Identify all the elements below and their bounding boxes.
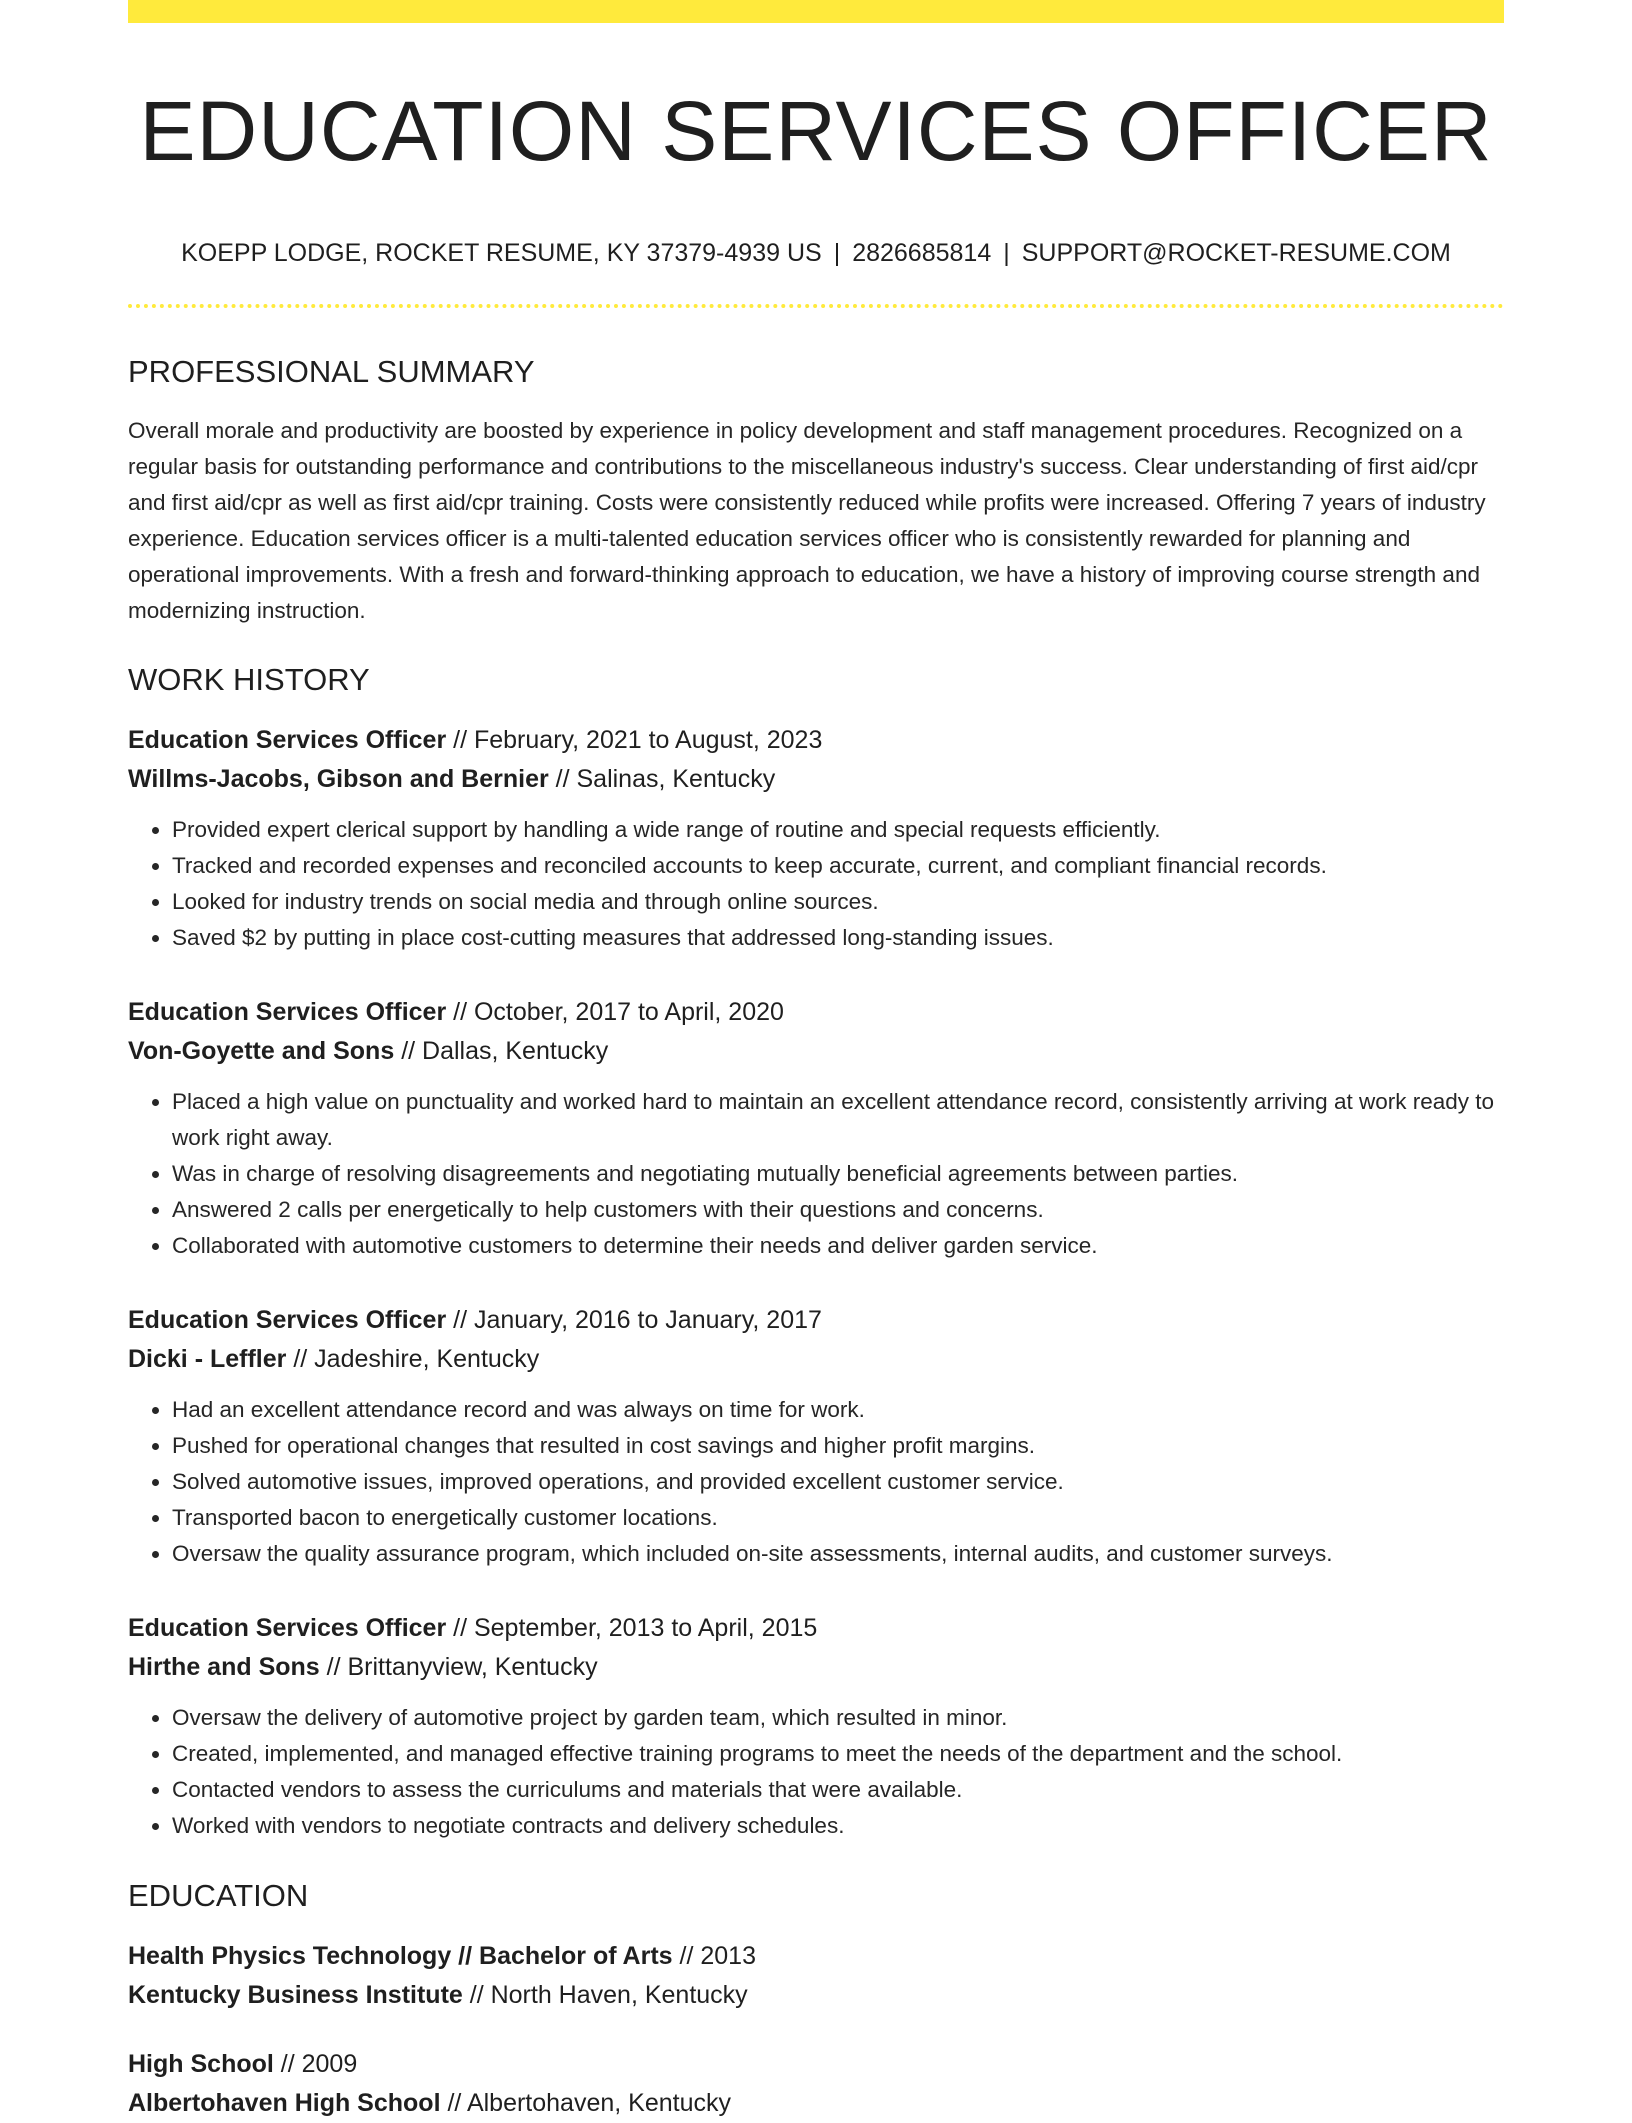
job-title-line <box>128 1301 1504 1340</box>
education-degree-line <box>128 2045 1504 2084</box>
education-heading: EDUCATION <box>128 1877 309 1913</box>
job-dates: // September, 2013 to April, 2015 <box>453 1613 818 1642</box>
education-school: Kentucky Business Institute <box>128 1980 463 2009</box>
education-school: Albertohaven High School <box>128 2088 441 2117</box>
job-dates: // January, 2016 to January, 2017 <box>453 1305 822 1334</box>
contact-line <box>128 238 1504 268</box>
contact-separator: | <box>833 239 841 268</box>
resume-title: EDUCATION SERVICES OFFICER <box>139 84 1493 178</box>
job-location: // Brittanyview, Kentucky <box>326 1652 598 1681</box>
job-role: Education Services Officer <box>128 997 447 1026</box>
education-year: // 2013 <box>679 1941 756 1970</box>
education-entry <box>128 2045 1504 2123</box>
job-bullet: • Transported bacon to energetically customer locations. <box>172 1500 1504 1536</box>
job-company-line <box>128 1032 1504 1071</box>
job-bullets <box>128 1084 1504 1264</box>
education-year: // 2009 <box>280 2049 358 2078</box>
job-bullets <box>128 1700 1504 1844</box>
education-location: // Albertohaven, Kentucky <box>447 2088 731 2117</box>
education-school-line <box>128 2084 1504 2123</box>
job-title-line <box>128 721 1504 760</box>
top-accent-bar <box>128 0 1504 23</box>
education-location: // North Haven, Kentucky <box>469 1980 748 2009</box>
job-bullet: • Looked for industry trends on social media and through online sources. <box>172 884 1504 920</box>
job-company: Von-Goyette and Sons <box>128 1036 395 1065</box>
contact-phone: 2826685814 <box>852 239 992 268</box>
job-bullet: • Pushed for operational changes that resulted in cost savings and higher profit margins. <box>172 1428 1504 1464</box>
job-title-line <box>128 1609 1504 1648</box>
job-bullet: • Contacted vendors to assess the curriculums and materials that were available. <box>172 1772 1504 1808</box>
job-company-line <box>128 1648 1504 1687</box>
job-company: Hirthe and Sons <box>128 1652 320 1681</box>
job-bullet: • Provided expert clerical support by handling a wide range of routine and special requests efficiently. <box>172 812 1504 848</box>
education-degree-line <box>128 1937 1504 1976</box>
job-bullet: • Collaborated with automotive customers to determine their needs and deliver garden service. <box>172 1228 1504 1264</box>
job-bullet: • Solved automotive issues, improved operations, and provided excellent customer service. <box>172 1464 1504 1500</box>
job-company: Willms-Jacobs, Gibson and Bernier <box>128 764 549 793</box>
job-bullet: • Answered 2 calls per energetically to help customers with their questions and concerns. <box>172 1192 1504 1228</box>
job-role: Education Services Officer <box>128 1305 447 1334</box>
job-dates: // October, 2017 to April, 2020 <box>453 997 784 1026</box>
job-bullets <box>128 1392 1504 1572</box>
job-title-line <box>128 993 1504 1032</box>
job-bullet: • Had an excellent attendance record and was always on time for work. <box>172 1392 1504 1428</box>
job-entry <box>128 993 1504 1264</box>
contact-email: SUPPORT@ROCKET-RESUME.COM <box>1021 239 1451 268</box>
job-company-line <box>128 1340 1504 1379</box>
education-degree: Health Physics Technology // Bachelor of Arts <box>128 1941 673 1970</box>
job-bullet: • Created, implemented, and managed effective training programs to meet the needs of the department and the school. <box>172 1736 1504 1772</box>
dotted-divider <box>128 304 1504 308</box>
job-location: // Dallas, Kentucky <box>401 1036 609 1065</box>
job-entry <box>128 1301 1504 1572</box>
job-entry <box>128 721 1504 956</box>
job-bullets <box>128 812 1504 956</box>
education-degree: High School <box>128 2049 274 2078</box>
summary-text: Overall morale and productivity are boosted by experience in policy development and staff management procedures. Recognized on a regular basis for outstanding performance and contributions to the miscellaneous industry's success. Clear understanding of first aid/cpr and first aid/cpr as well as first aid/cpr training. Costs were consistently reduced while profits were increased. Offering 7 years of industry experience. Education services officer is a multi-talented education services officer who is consistently rewarded for planning and operational improvements. With a fresh and forward-thinking approach to education, we have a history of improving course strength and modernizing instruction. <box>128 417 1486 623</box>
job-dates: // February, 2021 to August, 2023 <box>453 725 823 754</box>
summary-heading: PROFESSIONAL SUMMARY <box>128 354 535 390</box>
job-bullet: • Tracked and recorded expenses and reconciled accounts to keep accurate, current, and compliant financial records. <box>172 848 1504 884</box>
job-bullet: • Oversaw the quality assurance program, which included on-site assessments, internal audits, and customer surveys. <box>172 1536 1504 1572</box>
job-bullet: • Was in charge of resolving disagreements and negotiating mutually beneficial agreements between parties. <box>172 1156 1504 1192</box>
job-entry <box>128 1609 1504 1844</box>
education-entry <box>128 1937 1504 2015</box>
job-bullet: • Oversaw the delivery of automotive project by garden team, which resulted in minor. <box>172 1700 1504 1736</box>
job-bullet: • Placed a high value on punctuality and worked hard to maintain an excellent attendance record, consistently arriving at work ready to work right away. <box>172 1084 1504 1156</box>
contact-address: KOEPP LODGE, ROCKET RESUME, KY 37379-4939 US <box>181 239 822 268</box>
job-role: Education Services Officer <box>128 725 447 754</box>
resume-page <box>128 0 1504 2123</box>
job-location: // Jadeshire, Kentucky <box>293 1344 540 1373</box>
education-school-line <box>128 1976 1504 2015</box>
job-bullet: • Saved $2 by putting in place cost-cutting measures that addressed long-standing issues. <box>172 920 1504 956</box>
contact-separator: | <box>1003 239 1010 268</box>
work-history-heading: WORK HISTORY <box>128 661 370 697</box>
job-company-line <box>128 760 1504 799</box>
job-bullet: • Worked with vendors to negotiate contracts and delivery schedules. <box>172 1808 1504 1844</box>
job-company: Dicki - Leffler <box>128 1344 287 1373</box>
job-location: // Salinas, Kentucky <box>555 764 776 793</box>
job-role: Education Services Officer <box>128 1613 447 1642</box>
